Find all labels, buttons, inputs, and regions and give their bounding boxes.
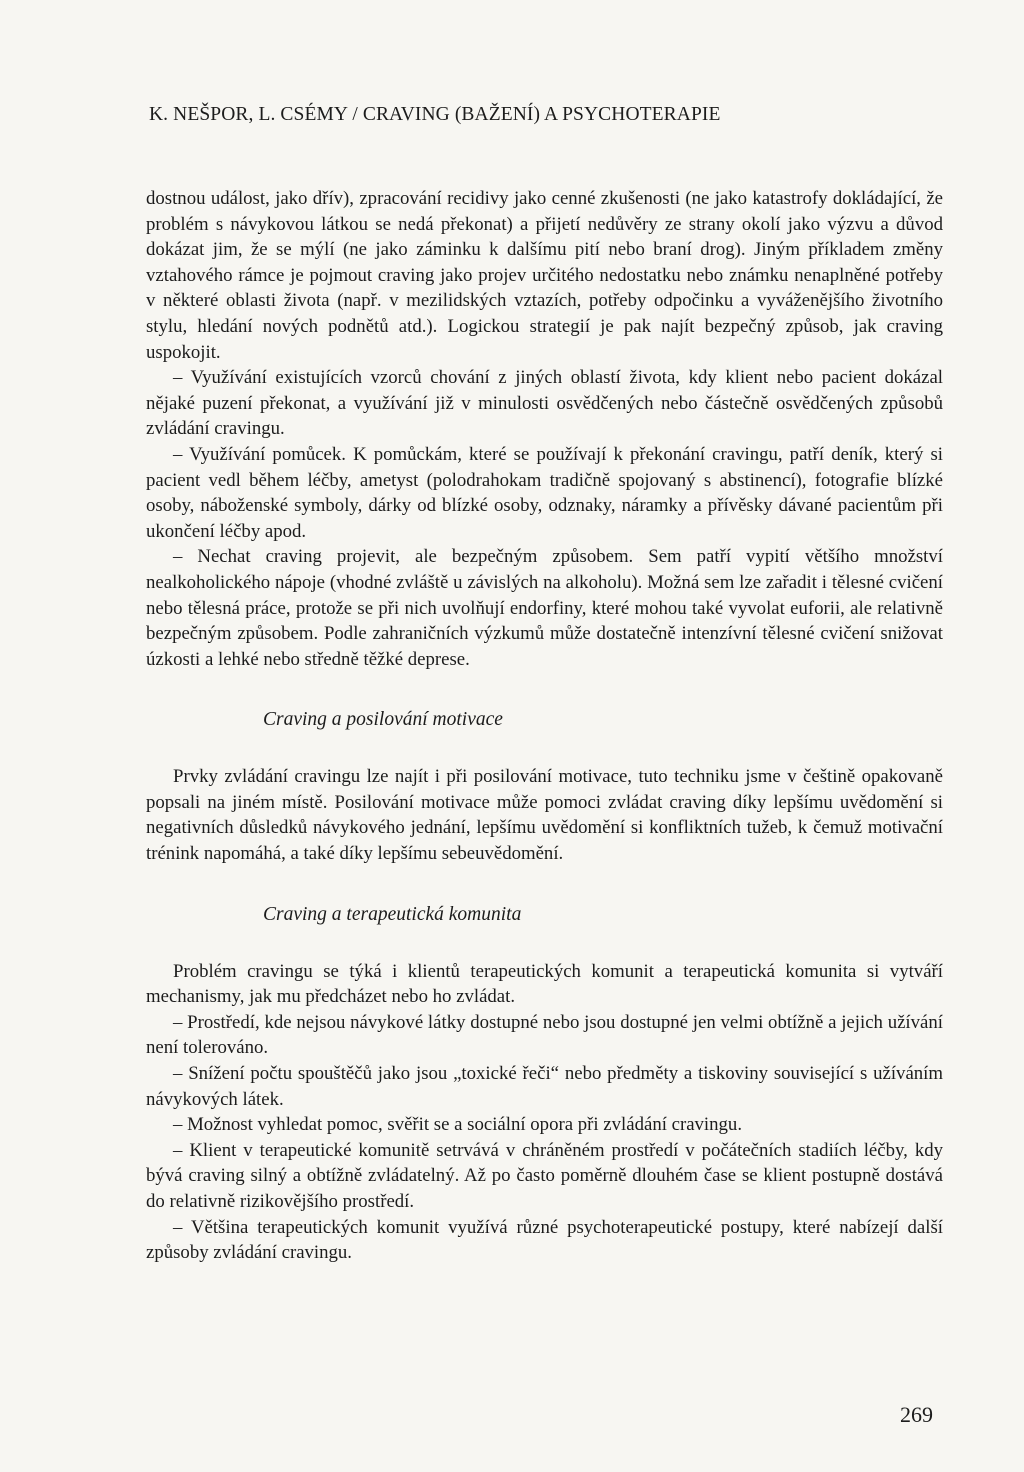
running-header: K. NEŠPOR, L. CSÉMY / CRAVING (BAŽENÍ) A PSYCHOTERAPIE [149,104,721,125]
section-heading-motivation: Craving a posilování motivace [263,709,503,731]
list-item-environment: – Prostředí, kde nejsou návykové látky dostupné nebo jsou dostupné jen velmi obtížně a jejich užívání není tolerováno. [146,1011,943,1059]
section-heading-community: Craving a terapeutická komunita [263,903,522,925]
list-item-protected-environment: – Klient v terapeutické komunitě setrvává v chráněném prostředí v počátečních stadiích léčby, kdy bývá craving silný a obtížně zvládatelný. Až po často poměrně dlouhém čase se klient postupně dostává do relativně rizikovějšího prostředí. [146,1139,943,1212]
list-item-psychotherapy: – Většina terapeutických komunit využívá různé psychoterapeutické postupy, které nabízejí další způsoby zvládání cravingu. [146,1216,943,1264]
list-item-safe-expression: – Nechat craving projevit, ale bezpečným způsobem. Sem patří vypití většího množství nealkoholického nápoje (vhodné zvláště u závislých na alkoholu). Možná sem lze zařadit i tělesné cvičení nebo tělesná práce, protože se při nich uvolňují endorfiny, které mohou také vyvolat euforii, ale relativně bezpečným způsobem. Podle zahraničních výzkumů může dostatečně intenzívní tělesné cvičení snižovat úzkosti a lehké nebo středně těžké deprese. [146,546,943,670]
list-item-support: – Možnost vyhledat pomoc, svěřit se a sociální opora při zvládání cravingu. [173,1114,743,1136]
body-text [146,186,943,1266]
paragraph-motivation: Prvky zvládání cravingu lze najít i při posilování motivace, tuto techniku jsme v češtině opakovaně popsali na jiném místě. Posilování motivace může pomoci zvládat craving díky lepšímu uvědomění si negativních důsledků návykového jednání, lepšímu uvědomění si konfliktních tužeb, k čemuž motivační trénink napomáhá, a také díky lepšímu sebeuvědomění. [146,766,943,865]
list-item-triggers: – Snížení počtu spouštěčů jako jsou „toxické řeči“ nebo předměty a tiskoviny související s užíváním návykových látek. [146,1063,943,1110]
paragraph-community-intro: Problém cravingu se týká i klientů terapeutických komunit a terapeutická komunita si vytváří mechanismy, jak mu předcházet nebo ho zvládat. [146,960,943,1008]
list-item-aids: – Využívání pomůcek. K pomůckám, které se používají k překonání cravingu, patří deník, který si pacient vedl během léčby, ametyst (polodrahokam tradičně spojovaný s abstinencí), fotografie blízké osoby, náboženské symboly, dárky od blízké osoby, odznaky, náramky a přívěsky dávané pacientům při ukončení léčby apod. [146,443,943,542]
page-number: 269 [900,1402,933,1427]
list-item-existing-patterns: – Využívání existujících vzorců chování z jiných oblastí života, kdy klient nebo pacient dokázal nějaké puzení překonat, a využívání již v minulosti osvědčených nebo částečně osvědčených způsobů zvládání cravingu. [146,367,943,440]
paragraph-continuation: dostnou událost, jako dřív), zpracování recidivy jako cenné zkušenosti (ne jako katastrofy dokládající, že problém s návykovou látkou se nedá překonat) a přijetí nedůvěry ze strany okolí jako výzvu a důvod dokázat jim, že se mýlí (ne jako záminku k dalšímu pití nebo braní drog). Jiným příkladem změny vztahového rámce je pojmout craving jako projev určitého nedostatku nebo známku nenaplněné potřeby v některé oblasti života (např. v mezilidských vztazích, potřeby odpočinku a vyváženějšího životního stylu, hledání nových podnětů atd.). Logickou strategií je pak najít bezpečný způsob, jak craving uspokojit. [146,188,943,363]
